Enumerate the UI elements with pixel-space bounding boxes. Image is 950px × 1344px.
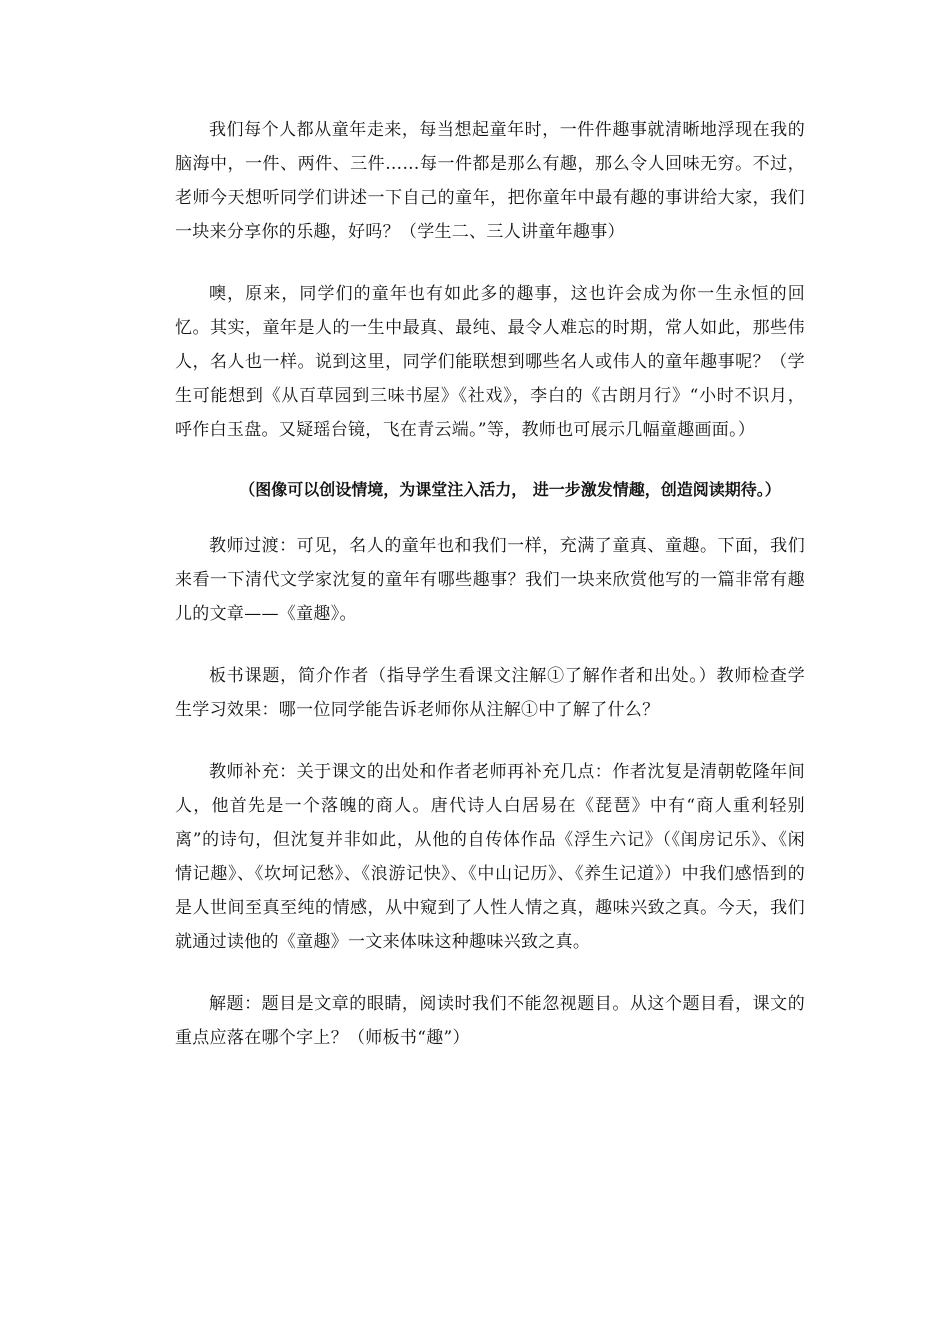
paragraph-gap — [175, 727, 805, 755]
paragraph-teacher-supplement: 教师补充：关于课文的出处和作者老师再补充几点：作者沈复是清朝乾隆年间人，他首先是一个落魄的商人。唐代诗人白居易在《琵琶》中有“商人重利轻别离”的诗句，但沈复并非如此，从他的自传体作品《浮生六记》（《闺房记乐》、《闲情记趣》、《坎坷记愁》、《浪游记快》、《中山记历》、《养生记道》）中我们感悟到的是人世间至真至纯的情感，从中窥到了人性人情之真，趣味兴致之真。今天，我们就通过读他的《童趣》一文来体味这种趣味兴致之真。 — [175, 762, 805, 952]
paragraph-intro: 我们每个人都从童年走来，每当想起童年时，一件件趣事就清晰地浮现在我的脑海中，一件、两件、三件……每一件都是那么有趣，那么令人回味无穷。不过，老师今天想听同学们讲述一下自己的童年，把你童年中最有趣的事讲给大家，我们一块来分享你的乐趣，好吗？（学生二、三人讲童年趣事） — [175, 120, 805, 242]
paragraph-gap — [175, 631, 805, 659]
paragraph-transition: 教师过渡：可见，名人的童年也和我们一样，充满了童真、童趣。下面，我们来看一下清代文学家沈复的童年有哪些趣事？我们一块来欣赏他写的一篇非常有趣儿的文章——《童趣》。 — [175, 536, 805, 624]
paragraph-famous-childhood: 噢，原来，同学们的童年也有如此多的趣事，这也许会成为你一生永恒的回忆。其实，童年是人的一生中最真、最纯、最令人难忘的时期，常人如此，那些伟人，名人也一样。说到这里，同学们能联想到哪些名人或伟人的童年趣事呢？（学生可能想到《从百草园到三味书屋》《社戏》，李白的《古朗月行》“小时不识月，呼作白玉盘。又疑瑶台镜，飞在青云端。”等，教师也可展示几幅童趣画面。） — [175, 284, 805, 440]
paragraph-gap — [175, 505, 805, 529]
paragraph-board-title: 板书课题，简介作者（指导学生看课文注解①了解作者和出处。）教师检查学生学习效果：哪一位同学能告诉老师你从注解①中了解了什么？ — [175, 666, 805, 720]
paragraph-gap — [175, 447, 805, 475]
bold-note: （图像可以创设情境，为课堂注入活力， 进一步激发情趣，创造阅读期待。） — [239, 480, 781, 499]
paragraph-title-explanation: 解题：题目是文章的眼睛，阅读时我们不能忽视题目。从这个题目看，课文的重点应落在哪个字上？（师板书“趣”） — [175, 994, 805, 1048]
document-page — [175, 113, 805, 1055]
paragraph-gap — [175, 249, 805, 277]
paragraph-gap — [175, 959, 805, 987]
